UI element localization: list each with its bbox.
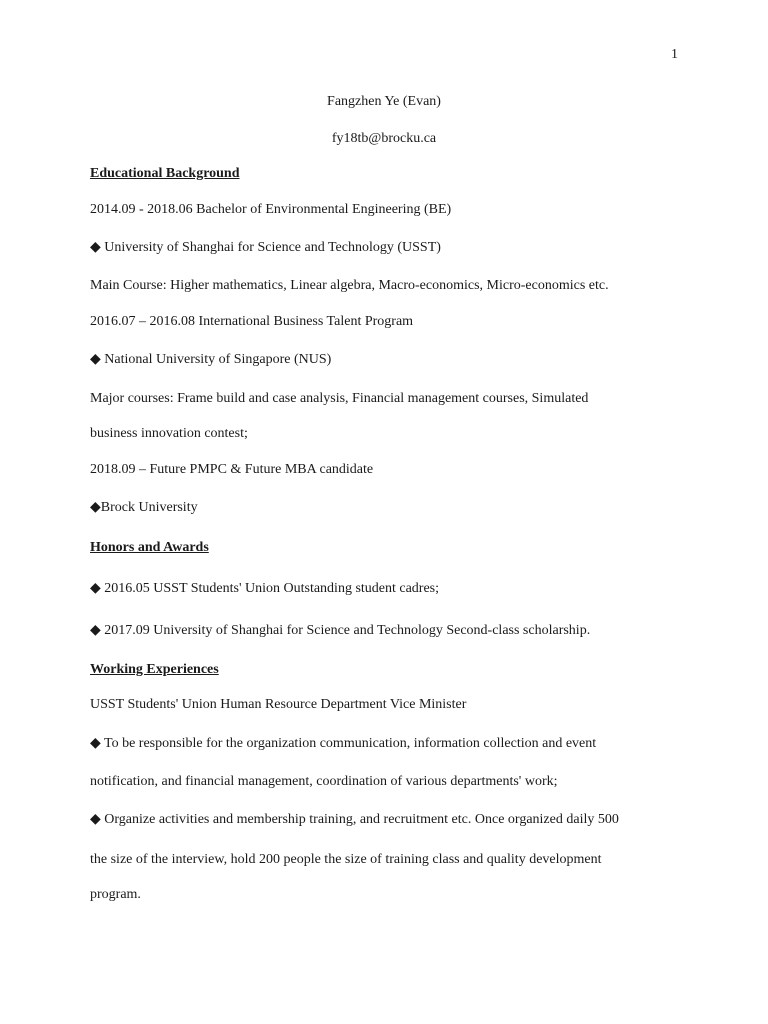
education-line: ◆ University of Shanghai for Science and Technology (USST) bbox=[90, 240, 441, 255]
honors-heading: Honors and Awards bbox=[90, 540, 209, 555]
page-number: 1 bbox=[671, 47, 678, 62]
education-heading: Educational Background bbox=[90, 166, 240, 181]
education-line: Main Course: Higher mathematics, Linear algebra, Macro-economics, Micro-economics etc. bbox=[90, 278, 609, 293]
education-line: business innovation contest; bbox=[90, 426, 248, 441]
education-line: ◆ National University of Singapore (NUS) bbox=[90, 352, 332, 367]
work-line: ◆ Organize activities and membership training, and recruitment etc. Once organized daily 500 bbox=[90, 812, 619, 827]
education-line: ◆Brock University bbox=[90, 500, 198, 515]
education-line: 2016.07 – 2016.08 International Business Talent Program bbox=[90, 314, 414, 329]
work-heading: Working Experiences bbox=[90, 662, 219, 677]
work-line: notification, and financial management, coordination of various departments' work; bbox=[90, 774, 558, 789]
honors-line: ◆ 2017.09 University of Shanghai for Science and Technology Second-class scholarship. bbox=[90, 623, 591, 638]
work-line: USST Students' Union Human Resource Department Vice Minister bbox=[90, 697, 467, 712]
applicant-email: fy18tb@brocku.ca bbox=[331, 131, 437, 146]
work-line: program. bbox=[90, 887, 141, 902]
work-line: ◆ To be responsible for the organization communication, information collection and event bbox=[90, 736, 597, 751]
applicant-name: Fangzhen Ye (Evan) bbox=[327, 94, 441, 109]
work-line: the size of the interview, hold 200 people the size of training class and quality development bbox=[90, 852, 602, 867]
education-line: 2018.09 – Future PMPC & Future MBA candidate bbox=[90, 462, 374, 477]
honors-line: ◆ 2016.05 USST Students' Union Outstanding student cadres; bbox=[90, 581, 440, 596]
education-line: 2014.09 - 2018.06 Bachelor of Environmental Engineering (BE) bbox=[90, 202, 452, 217]
education-line: Major courses: Frame build and case analysis, Financial management courses, Simulated bbox=[90, 391, 589, 406]
